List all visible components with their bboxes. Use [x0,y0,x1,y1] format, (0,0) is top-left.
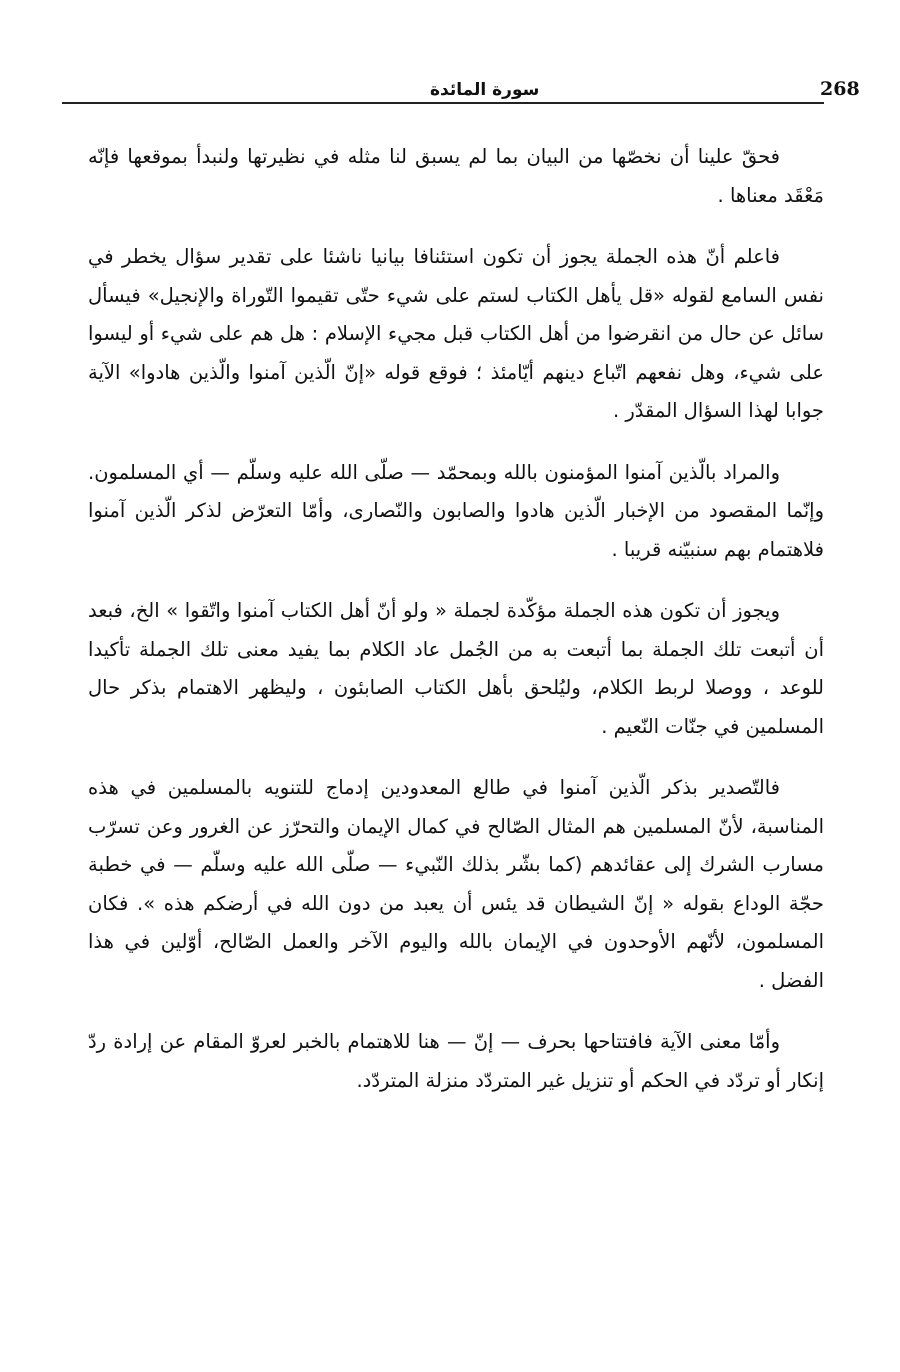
paragraph: فاعلم أنّ هذه الجملة يجوز أن تكون استئنافا بيانيا ناشئا على تقدير سؤال يخطر في نفس السامع لقوله «قل يأهل الكتاب لستم على شيء حتّى تقيموا التّوراة والإنجيل» فيسأل سائل عن حال من انقرضوا من أهل الكتاب قبل مجيء الإسلام : هل هم على شيء أو ليسوا على شيء، وهل نفعهم اتّباع دينهم أيّامئذ ؛ فوقع قوله «إنّ الّذين آمنوا والّذين هادوا» الآية جوابا لهذا السؤال المقدّر . [88,245,824,422]
paragraph: فحقّ علينا أن نخصّها من البيان بما لم يسبق لنا مثله في نظيرتها ولنبدأ بموقعها فإنّه مَعْقَد معناها . [88,145,824,207]
page-header [62,70,860,104]
page-number: 268 [820,78,860,100]
paragraph: ويجوز أن تكون هذه الجملة مؤكّدة لجملة « ولو أنّ أهل الكتاب آمنوا واتّقوا » الخ، فبعد أن أتبعت تلك الجملة بما أتبعت به من الجُمل عاد الكلام بما يفيد معنى تلك الجملة تأكيدا للوعد ، ووصلا لربط الكلام، وليُلحق بأهل الكتاب الصابئون ، وليظهر الاهتمام بذكر حال المسلمين في جنّات النّعيم . [88,599,824,738]
paragraph: فالتّصدير بذكر الّذين آمنوا في طالع المعدودين إدماج للتنويه بالمسلمين في هذه المناسبة، لأنّ المسلمين هم المثال الصّالح في كمال الإيمان والتحرّز عن الغرور وعن تسرّب مسارب الشرك إلى عقائدهم (كما بشّر بذلك النّبيء — صلّى الله عليه وسلّم — في خطبة حجّة الوداع بقوله « إنّ الشيطان قد يئس أن يعبد من دون الله في أرضكم هذه ». فكان المسلمون، لأنّهم الأوحدون في الإيمان بالله واليوم الآخر والعمل الصّالح، أوّلين في هذا الفضل . [88,776,824,992]
header-rule [62,102,824,104]
running-title: سورة المائدة [430,80,540,100]
page-body [88,138,824,1100]
paragraph: والمراد بالّذين آمنوا المؤمنون بالله وبمحمّد — صلّى الله عليه وسلّم — أي المسلمون. وإنّما المقصود من الإخبار الّذين هادوا والصابون والنّصارى، وأمّا التعرّض لذكر الّذين آمنوا فلاهتمام بهم سنبيّنه قريبا . [88,460,824,561]
paragraph: وأمّا معنى الآية فافتتاحها بحرف — إنّ — هنا للاهتمام بالخبر لعروّ المقام عن إرادة ردّ إنكار أو تردّد في الحكم أو تنزيل غير المتردّد منزلة المتردّد. [88,1030,824,1092]
